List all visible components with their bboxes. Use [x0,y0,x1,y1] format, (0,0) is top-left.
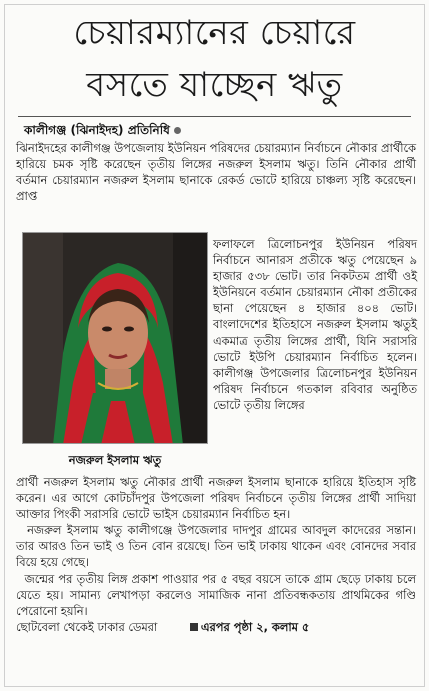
article-paragraph-continuation [16,474,416,635]
article-paragraph-column: ফলাফলে ত্রিলোচনপুর ইউনিয়ন পরিষদ নির্বাচনে আনারস প্রতীকে ঋতু পেয়েছেন ৯ হাজার ৫৩৮ ভোট। তার নিকটতম প্রার্থী ওই ইউনিয়নে বর্তমান চেয়ারম্যান নৌকা প্রতীকের ছানা পেয়েছেন ৪ হাজার ৪০৪ ভোট। বাংলাদেশের ইতিহাসে নজরুল ইসলাম ঋতুই একমাত্র তৃতীয় লিঙ্গের প্রার্থী, যিনি সরাসরি ভোটে ইউপি চেয়ারম্যান নির্বাচিত হলেন। কালীগঞ্জ উপজেলার ত্রিলোচনপুর ইউনিয়ন পরিষদ নির্বাচনে গতকাল রবিবার অনুষ্ঠিত ভোটে তৃতীয় লিঙ্গের [213,237,417,412]
headline-line-2: বসতে যাচ্ছেন ঋতু [86,65,343,105]
paragraph-2: নজরুল ইসলাম ঋতু কালীগঞ্জে উপজেলার দাদপুর গ্রামের আবদুল কাদেরের সন্তান। তার আরও তিন ভাই ও তিন বোন রয়েছে। তিন ভাই ঢাকায় থাকেন এবং বোনদের সবার বিয়ে হয়ে গেছে। [16,523,416,570]
byline [24,122,181,138]
paragraph-4: ছোটবেলা থেকেই ঢাকার ডেমরা [16,619,158,634]
headline-line-1: চেয়ারম্যানের চেয়ারে [73,13,356,53]
bullet-icon [174,127,181,134]
headline-divider [18,116,411,117]
continued-on-text: এরপর পৃষ্ঠা ২, কলাম ৫ [200,619,310,634]
portrait-illustration [23,233,208,444]
byline-text: কালীগঞ্জ (ঝিনাইদহ) প্রতিনিধি [24,123,170,137]
continued-on-link[interactable] [190,620,309,634]
paragraph-1: প্রার্থী নজরুল ইসলাম ঋতু নৌকার প্রার্থী নজরুল ইসলাম ছানাকে হারিয়ে ইতিহাস সৃষ্টি করেন। এর আগে কোটচাঁদপুর উপজেলা পরিষদ নির্বাচনে তৃতীয় লিঙ্গের প্রার্থী সাদিয়া আক্তার পিংকী সরাসরি ভোটে ভাইস চেয়ারম্যান নির্বাচিত হন। [16,475,416,522]
square-bullet-icon [190,623,198,631]
portrait-photo [22,232,208,444]
paragraph-3: জন্মের পর তৃতীয় লিঙ্গ প্রকাশ পাওয়ার পর ৫ বছর বয়সে তাকে গ্রাম ছেড়ে ঢাকায় চলে যেতে হয়। সামান্য লেখাপড়া করলেও সামাজিক নানা প্রতিবন্ধকতায় প্রাথমিকের গণ্ডি পেরোনো হয়নি। [16,571,416,618]
photo-caption: নজরুল ইসলাম ঋতু [68,453,162,467]
article-paragraph-intro: ঝিনাইদহের কালীগঞ্জ উপজেলায় ইউনিয়ন পরিষদের চেয়ারম্যান নির্বাচনে নৌকার প্রার্থীকে হারিয়ে চমক সৃষ্টি করেছেন তৃতীয় লিঙ্গের নজরুল ইসলাম ঋতু। তিনি নৌকার প্রার্থী বর্তমান চেয়ারম্যান নজরুল ইসলাম ছানাকে রেকর্ড ভোটে হারিয়ে চাঞ্চল্য সৃষ্টি করেছেন। প্রাপ্ত [16,141,416,204]
